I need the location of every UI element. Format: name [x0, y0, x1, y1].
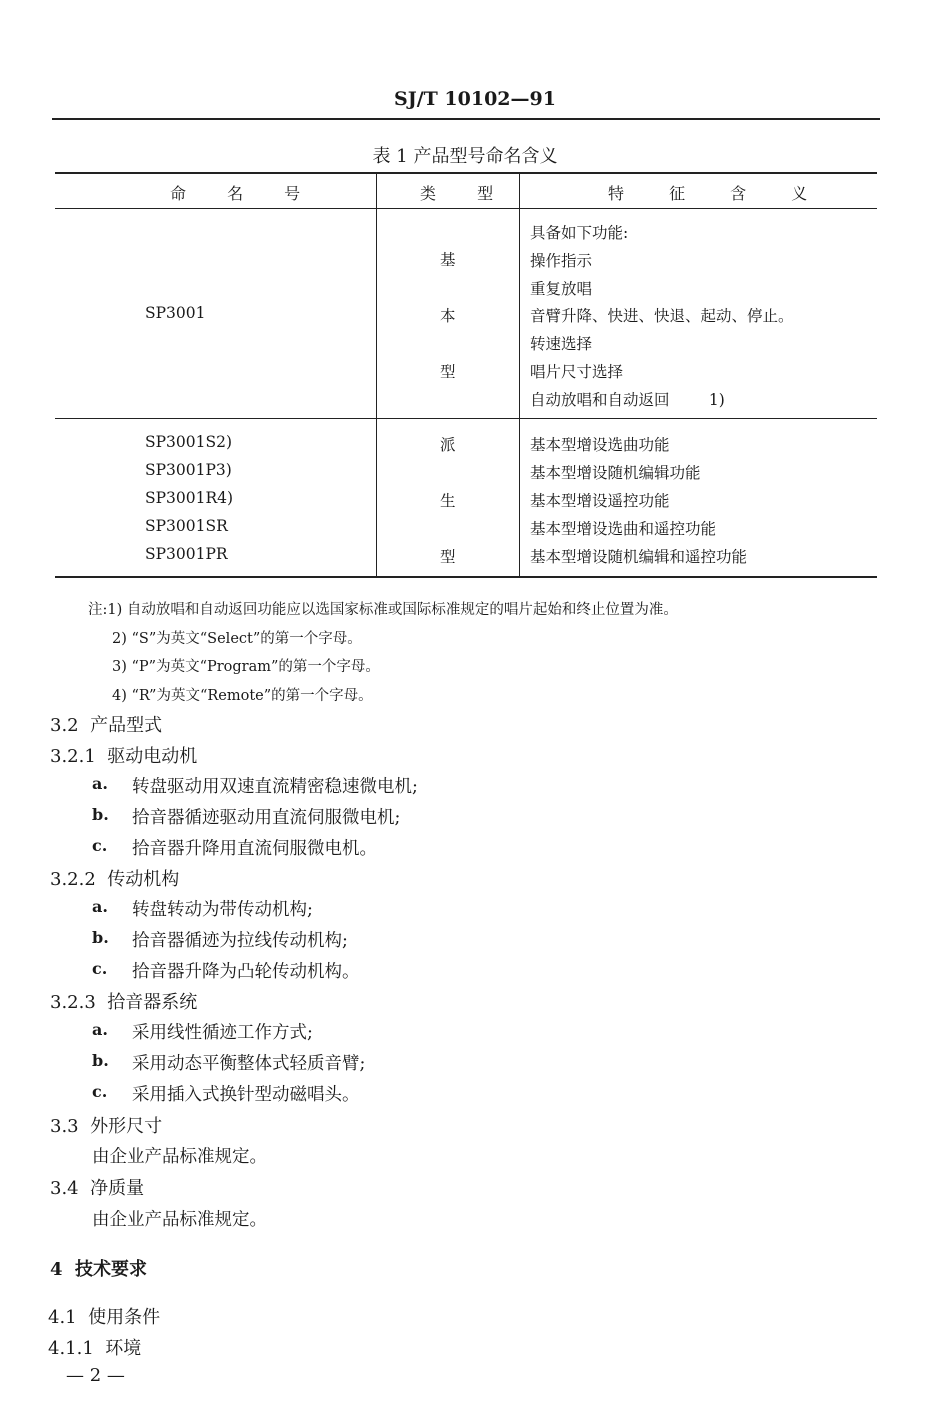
feature-basic-6: 唱片尺寸选择: [530, 363, 624, 381]
feature-basic-3: 重复放唱: [530, 280, 593, 298]
feature-derived-4: 基本型增设选曲和遥控功能: [530, 520, 717, 538]
feature-derived-3: 基本型增设遥控功能: [530, 492, 670, 510]
feature-basic-1: 具备如下功能:: [530, 224, 629, 242]
item-3-2-2-b-label: b.: [92, 928, 109, 947]
table-header-name: 命 名 号: [170, 184, 319, 203]
section-3-4-heading: 3.4 净质量: [50, 1178, 145, 1199]
item-3-2-1-a: 转盘驱动用双速直流精密稳速微电机;: [132, 777, 418, 797]
section-3-3-text: 由企业产品标准规定。: [92, 1147, 267, 1167]
note-2: 2) “S”为英文“Select”的第一个字母。: [112, 631, 362, 647]
table-header-type: 类 型: [420, 184, 512, 203]
section-3-4-text: 由企业产品标准规定。: [92, 1210, 267, 1230]
table-top-rule: [55, 172, 877, 174]
feature-derived-1: 基本型增设选曲功能: [530, 436, 670, 454]
feature-basic-4: 音臂升降、快进、快退、起动、停止。: [530, 307, 794, 325]
type-basic-char-2: 本: [440, 307, 456, 325]
item-3-2-1-c: 拾音器升降用直流伺服微电机。: [132, 839, 377, 859]
section-4-heading: 4 技术要求: [50, 1259, 148, 1280]
note-3: 3) “P”为英文“Program”的第一个字母。: [112, 659, 380, 675]
item-3-2-2-c: 拾音器升降为凸轮传动机构。: [132, 962, 360, 982]
item-3-2-3-c-label: c.: [92, 1082, 108, 1101]
section-4-1-1-heading: 4.1.1 环境: [48, 1338, 142, 1359]
type-derived-char-3: 型: [440, 548, 456, 566]
type-derived-char-2: 生: [440, 492, 456, 510]
model-derived-5: SP3001PR: [145, 545, 228, 563]
feature-basic-7: 自动放唱和自动返回 1): [530, 391, 725, 409]
item-3-2-1-c-label: c.: [92, 836, 108, 855]
feature-derived-2: 基本型增设随机编辑功能: [530, 464, 701, 482]
section-4-1-heading: 4.1 使用条件: [48, 1307, 161, 1328]
item-3-2-2-c-label: c.: [92, 959, 108, 978]
table-bottom-rule: [55, 576, 877, 578]
section-3-2-1-heading: 3.2.1 驱动电动机: [50, 746, 198, 767]
feature-basic-5: 转速选择: [530, 335, 593, 353]
table-col-divider-2: [519, 172, 520, 577]
note-4: 4) “R”为英文“Remote”的第一个字母。: [112, 688, 373, 704]
section-3-2-3-heading: 3.2.3 拾音器系统: [50, 992, 198, 1013]
header-rule: [52, 118, 880, 120]
type-basic-char-1: 基: [440, 251, 456, 269]
item-3-2-2-b: 拾音器循迹为拉线传动机构;: [132, 931, 348, 951]
model-derived-2: SP3001P3): [145, 461, 232, 479]
item-3-2-1-b-label: b.: [92, 805, 109, 824]
table-col-divider-1: [376, 172, 377, 577]
model-derived-3: SP3001R4): [145, 489, 234, 507]
section-3-2-heading: 3.2 产品型式: [50, 715, 163, 736]
table-group-rule: [55, 418, 877, 419]
item-3-2-3-a: 采用线性循迹工作方式;: [132, 1023, 313, 1043]
table-header-feature: 特 征 含 义: [608, 184, 828, 203]
page-number: — 2 —: [66, 1365, 125, 1386]
table-caption: 表 1 产品型号命名含义: [372, 146, 558, 167]
table-header-rule: [55, 208, 877, 209]
note-1: 注:1) 自动放唱和自动返回功能应以选国家标准或国际标准规定的唱片起始和终止位置为准。: [88, 602, 678, 618]
item-3-2-2-a: 转盘转动为带传动机构;: [132, 900, 313, 920]
standard-code: SJ/T 10102—91: [394, 88, 556, 110]
item-3-2-3-a-label: a.: [92, 1020, 108, 1039]
item-3-2-2-a-label: a.: [92, 897, 108, 916]
model-derived-1: SP3001S2): [145, 433, 233, 451]
item-3-2-3-b-label: b.: [92, 1051, 109, 1070]
item-3-2-3-c: 采用插入式换针型动磁唱头。: [132, 1085, 360, 1105]
feature-basic-2: 操作指示: [530, 252, 593, 270]
feature-derived-5: 基本型增设随机编辑和遥控功能: [530, 548, 748, 566]
section-3-2-2-heading: 3.2.2 传动机构: [50, 869, 180, 890]
item-3-2-1-b: 拾音器循迹驱动用直流伺服微电机;: [132, 808, 401, 828]
type-derived-char-1: 派: [440, 436, 456, 454]
section-3-3-heading: 3.3 外形尺寸: [50, 1116, 163, 1137]
item-3-2-1-a-label: a.: [92, 774, 108, 793]
model-derived-4: SP3001SR: [145, 517, 228, 535]
item-3-2-3-b: 采用动态平衡整体式轻质音臂;: [132, 1054, 366, 1074]
model-basic: SP3001: [145, 304, 206, 322]
type-basic-char-3: 型: [440, 363, 456, 381]
